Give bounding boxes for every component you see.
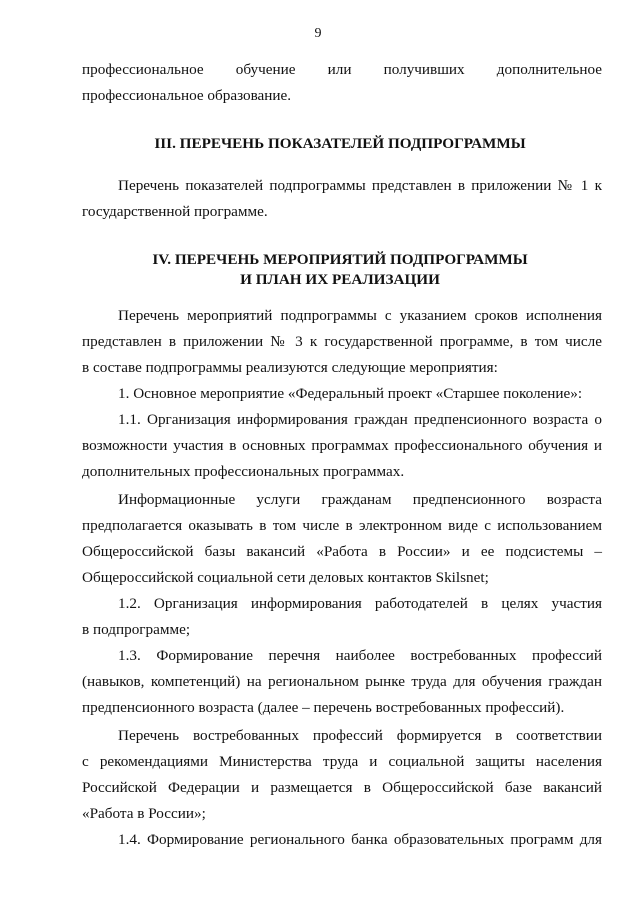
text-line: 1. Основное мероприятие «Федеральный проект «Старшее поколение»: — [118, 385, 583, 402]
text-line: дополнительных профессиональных программах. — [82, 463, 405, 480]
text-line: 1.2. Организация информирования работодателей в целях участия — [118, 595, 602, 612]
section-heading-iv-line1: IV. ПЕРЕЧЕНЬ МЕРОПРИЯТИЙ ПОДПРОГРАММЫ — [152, 251, 528, 268]
page-number: 9 — [314, 26, 322, 41]
text-line: «Работа в России»; — [82, 805, 206, 822]
text-line: 1.1. Организация информирования граждан предпенсионного возраста о — [118, 411, 602, 428]
text-line: 1.3. Формирование перечня наиболее востребованных профессий — [118, 647, 602, 664]
text-line: представлен в приложении № 3 к государственной программе, в том числе — [82, 333, 602, 350]
text-line: профессиональное образование. — [82, 87, 292, 104]
text-line: государственной программе. — [82, 203, 268, 220]
text-line: предпенсионного возраста (далее – перечень востребованных профессий). — [82, 699, 565, 716]
text-line: (навыков, компетенций) на региональном рынке труда для обучения граждан — [82, 673, 602, 690]
text-line: профессиональное обучение или получивших дополнительное — [82, 61, 602, 78]
text-line: Российской Федерации и размещается в Общероссийской базе вакансий — [82, 779, 602, 796]
text-line: Общероссийской базы вакансий «Работа в России» и ее подсистемы – — [82, 543, 602, 560]
text-line: Перечень показателей подпрограммы представлен в приложении № 1 к — [118, 177, 602, 194]
text-line: Перечень востребованных профессий формируется в соответствии — [118, 727, 602, 744]
text-line: возможности участия в основных программах профессионального обучения и — [82, 437, 602, 454]
text-line: Информационные услуги гражданам предпенсионного возраста — [118, 491, 602, 508]
text-line: Общероссийской социальной сети деловых контактов Skilsnet; — [82, 569, 489, 586]
section-heading-iii: III. ПЕРЕЧЕНЬ ПОКАЗАТЕЛЕЙ ПОДПРОГРАММЫ — [154, 135, 526, 152]
text-line: с рекомендациями Министерства труда и социальной защиты населения — [82, 753, 602, 770]
section-heading-iv-line2: И ПЛАН ИХ РЕАЛИЗАЦИИ — [240, 271, 440, 288]
text-line: в составе подпрограммы реализуются следующие мероприятия: — [82, 359, 498, 376]
text-line: Перечень мероприятий подпрограммы с указанием сроков исполнения — [118, 307, 602, 324]
text-line: 1.4. Формирование регионального банка образовательных программ для — [118, 831, 602, 848]
text-line: предполагается оказывать в том числе в электронном виде с использованием — [82, 517, 602, 534]
text-line: в подпрограмме; — [82, 621, 191, 638]
